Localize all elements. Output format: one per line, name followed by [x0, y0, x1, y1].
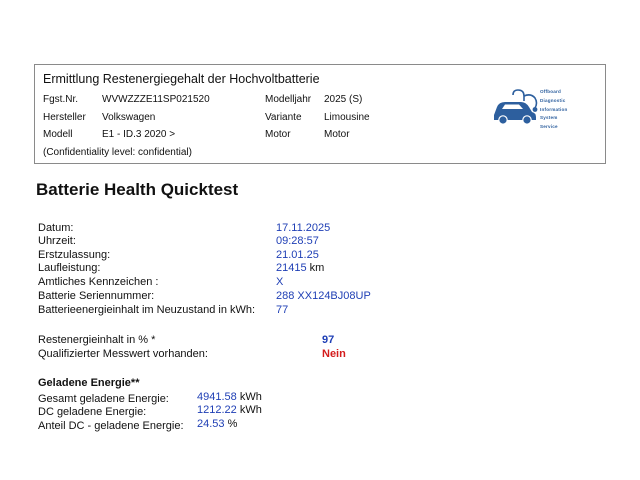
dc-energie-number: 1212.22	[197, 404, 237, 416]
header-title: Ermittlung Restenergiegehalt der Hochvoltbatterie	[43, 72, 320, 86]
erstzulassung-value: 21.01.25	[276, 249, 319, 261]
uhrzeit-label: Uhrzeit:	[38, 235, 76, 247]
datum-label: Datum:	[38, 222, 74, 234]
seriennummer-value: 288 XX124BJ08UP	[276, 290, 371, 302]
dc-energie-label: DC geladene Energie:	[38, 406, 147, 418]
hersteller-label: Hersteller	[43, 112, 86, 123]
neuzustand-value: 77	[276, 304, 289, 316]
laufleistung-value	[276, 262, 324, 274]
logo-line-3: Information	[540, 106, 568, 112]
gesamt-energie-value	[197, 391, 262, 403]
kennzeichen-label: Amtliches Kennzeichen :	[38, 276, 159, 288]
logo-line-1: Offboard	[540, 89, 561, 94]
page-title: Batterie Health Quicktest	[36, 180, 239, 199]
vehicle-info-header	[34, 64, 606, 164]
erstzulassung-label: Erstzulassung:	[38, 249, 111, 261]
restenergie-value: 97	[322, 334, 335, 346]
modelljahr-value: 2025 (S)	[324, 94, 363, 105]
dc-energie-unit: kWh	[239, 404, 262, 416]
gesamt-energie-label: Gesamt geladene Energie:	[38, 393, 169, 405]
hersteller-value: Volkswagen	[102, 112, 156, 123]
dc-energie-value	[197, 404, 262, 416]
messwert-value: Nein	[322, 348, 346, 360]
messwert-label: Qualifizierter Messwert vorhanden:	[38, 348, 208, 360]
gesamt-energie-unit: kWh	[239, 391, 262, 403]
motor-label: Motor	[265, 129, 291, 140]
logo-text	[540, 88, 567, 132]
logo-line-5: Service	[540, 124, 558, 130]
laufleistung-label: Laufleistung:	[38, 262, 101, 274]
anteil-dc-value	[197, 418, 237, 430]
neuzustand-label: Batterieenergieinhalt im Neuzustand in kWh:	[38, 304, 256, 316]
kennzeichen-value: X	[276, 276, 284, 288]
variante-value: Limousine	[324, 112, 370, 123]
modell-label: Modell	[43, 129, 73, 140]
seriennummer-label: Batterie Seriennummer:	[38, 290, 155, 302]
energie-section-title: Geladene Energie**	[38, 377, 140, 389]
logo-line-2: Diagnostic	[540, 97, 566, 103]
uhrzeit-value: 09:28:57	[276, 235, 319, 247]
restenergie-label: Restenergieinhalt in % *	[38, 334, 156, 346]
modell-value: E1 - ID.3 2020 >	[102, 129, 176, 140]
motor-value: Motor	[324, 129, 350, 140]
anteil-dc-label: Anteil DC - geladene Energie:	[38, 420, 184, 432]
anteil-dc-number: 24.53	[197, 418, 225, 430]
variante-label: Variante	[265, 112, 302, 123]
fgst-label: Fgst.Nr.	[43, 94, 79, 105]
odis-logo	[491, 83, 601, 149]
fgst-value: WVWZZZE11SP021520	[102, 94, 210, 105]
modelljahr-label: Modelljahr	[265, 94, 312, 105]
logo-line-4: System	[540, 115, 558, 121]
car-diagnostic-icon	[491, 89, 543, 129]
laufleistung-number: 21415	[276, 262, 307, 274]
gesamt-energie-number: 4941.58	[197, 391, 237, 403]
confidentiality-note: (Confidentiality level: confidential)	[43, 147, 192, 158]
anteil-dc-unit: %	[227, 418, 238, 430]
laufleistung-unit: km	[309, 262, 325, 274]
datum-value: 17.11.2025	[276, 222, 331, 234]
